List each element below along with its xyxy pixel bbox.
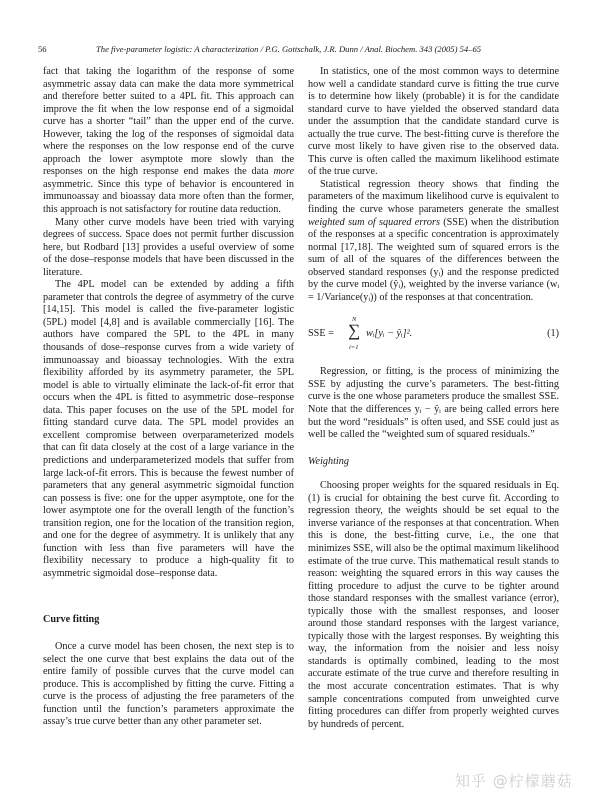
sum-upper-limit: N (352, 316, 357, 324)
right-column (308, 66, 559, 731)
paragraph: Many other curve models have been tried with varying degrees of success. Space does not permit further discussion here, but Rodbard [13] provides a useful overview of some of the dose–response models that have been discussed in the literature. (43, 216, 294, 278)
section-heading-curve-fitting: Curve fitting (43, 614, 100, 626)
paragraph (308, 179, 559, 304)
paragraph: In statistics, one of the most common ways to determine how well a candidate standard curve is fitting the true curve is to determine how likely (probable) it is for the candidate standard curve to have yielded the observed standard data under the assumption that the candidate standard curve is actually the true curve. The best-fitting curve is therefore the curve most likely to have given rise to the observed data. This curve is often called the maximum likelihood estimate of the true curve. (308, 66, 559, 178)
paragraph: Choosing proper weights for the squared residuals in Eq. (1) is crucial for obtaining the best curve fit. According to regression theory, the weights should be set equal to the inverse variance of the responses at that concentration. When this is done, the best-fitting curve, i.e., the one that minimizes SSE, will also be the optimal maximum likelihood estimate of the true curve. This mathematical result stands to reason: weighting the squared errors in this way causes the fitting procedure to adjust the curve to be tighter around those standard responses with the smallest variance (error), typically those with the smallest responses, and looser around those standard responses with the largest variance, typically those with the largest responses. By weighting this way, the information from the noisier and less noisy standards is optimally combined, leading to the most accurate estimate of the true curve and therefore resulting in the most accurate concentration estimates. That is why sample concentrations computed from unweighted curve fitting procedures can differ from properly weighted curves by hundreds of percent. (308, 480, 559, 730)
left-column (43, 66, 294, 729)
paragraph: Regression, or fitting, is the process of minimizing the SSE by adjusting the curve’s parameters. The best-fitting curve is the one whose parameters produce the smallest SSE. Note that the differences yᵢ − ŷᵢ are being called errors here but the word “residuals” is often used, and SSE could just as well be called the “weighted sum of squared residuals.” (308, 366, 559, 441)
equation-number: (1) (547, 328, 559, 340)
equation-rhs: wᵢ[yᵢ − ŷᵢ]². (366, 328, 413, 340)
summation-symbol: ∑ (348, 321, 361, 341)
running-title: The five-parameter logistic: A characterization / P.G. Gottschalk, J.R. Dunn / Anal. Biochem. 343 (2005) 54–65 (96, 44, 482, 54)
paragraph-text: fact that taking the logarithm of the response of some asymmetric assay data can make the data more symmetrical and therefore better suited to a 4PL fit. This approach can improve the fit when the low response end of a sigmoidal curve has a shorter “tail” than the upper end of the curve. However, taking the log of the responses of sigmoidal data where the responses on the low response end of the curve approach the lower asymptote more slowly than the responses on the high response end makes the data (43, 66, 294, 178)
equation-sse (308, 316, 559, 356)
paragraph-text: asymmetric. Since this type of behavior is encountered in immunoassay and bioassay data more often than the former, this approach is not satisfactory for routine data reduction. (43, 178, 294, 216)
emphasis-text: more (273, 166, 294, 178)
emphasis-text: weighted sum of squared errors (308, 216, 440, 228)
paragraph-text: Statistical regression theory shows that finding the parameters of the maximum likelihood curve is equivalent to finding the curve whose parameters generate the smallest (308, 178, 559, 216)
subsection-heading-weighting: Weighting (308, 455, 349, 467)
sum-lower-limit: i=1 (349, 344, 359, 352)
watermark: 知乎 @柠檬蘑菇 (455, 772, 573, 790)
paragraph: Once a curve model has been chosen, the next step is to select the one curve that best explains the data out of the entire family of possible curves that the curve model can produce. This is accomplished by fitting the curve. Fitting a curve is the process of adjusting the free parameters of the function until the function’s parameters approximate the assay’s true curve better than any other parameter set. (43, 640, 294, 728)
equation-lhs: SSE = (308, 328, 334, 340)
page-header (38, 44, 558, 58)
paragraph (43, 66, 294, 217)
page-number: 56 (38, 44, 47, 54)
paragraph: The 4PL model can be extended by adding a fifth parameter that controls the degree of asymmetry of the curve [14,15]. This model is called the five-parameter logistic (5PL) model [4,8] and is available commercially [16]. The authors have compared the 5PL to the 4PL in many thousands of dose–response curves from a wide variety of immunoassay and bioassay technologies. With the extra flexibility afforded by its asymmetry parameter, the 5PL model is able to virtually eliminate the lack-of-fit error that occurs when the 4PL is fitted to asymmetric dose–response data. This paper focuses on the use of the 5PL model for fitting standard curve data. The 5PL model provides an excellent compromise between overparameterized models that can fit data closely at the cost of a large variance in the predictions and underparameterized models that suffer from large lack-of-fit errors. This is because the fewest number of parameters that any general asymmetric sigmoidal function can possess is five: one for the upper asymptote, one for the lower asymptote one for the overall length of the function’s transition region, one for the location of the transition region, and one for the degree of asymmetry. It is unlikely that any function with less than five parameters will have the flexibility necessary to produce a high-quality fit to asymmetric sigmoidal dose–response data. (43, 279, 294, 579)
paragraph-text: (SSE) when the distribution of the responses at a specific concentration is approximately normal [17,18]. The weighted sum of squared errors is the sum of all of the squares of the differences between the observed standard responses (yᵢ) and the response predicted by the curve model (ŷᵢ), weighted by the inverse variance (wᵢ = 1/Variance(yᵢ)) of the responses at that concentration. (308, 216, 559, 303)
